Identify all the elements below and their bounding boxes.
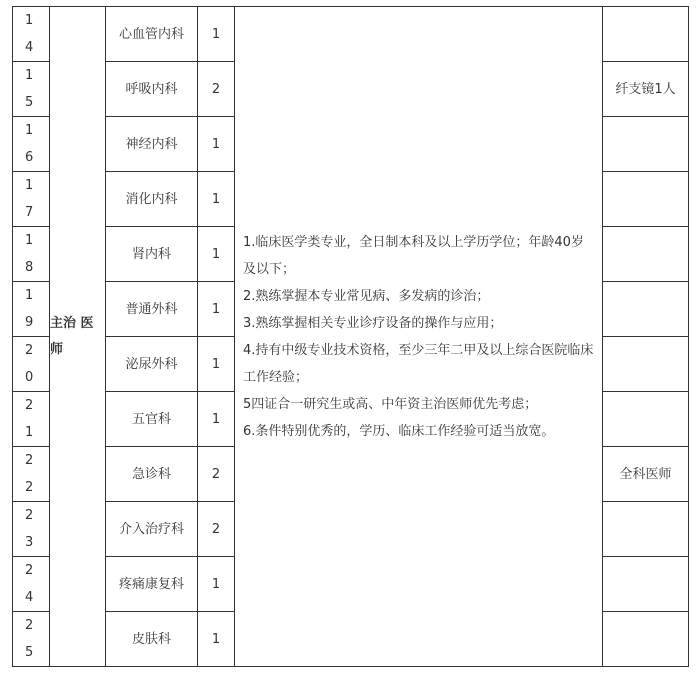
- requirement-item: 1.临床医学类专业，全日制本科及以上学历学位；年龄40岁及以下；: [243, 234, 584, 277]
- row-number-digit: 5: [25, 645, 34, 660]
- row-number-digit: 2: [25, 563, 34, 578]
- note-cell: [603, 612, 689, 667]
- row-number: [13, 612, 50, 667]
- headcount-cell: 2: [198, 62, 235, 117]
- note-cell: [603, 117, 689, 172]
- department-cell: 泌尿外科: [106, 337, 198, 392]
- note-cell: [603, 227, 689, 282]
- headcount-cell: 1: [198, 172, 235, 227]
- row-number-digit: 2: [25, 508, 34, 523]
- note-cell: [603, 557, 689, 612]
- note-cell: [603, 282, 689, 337]
- row-number-digit: 2: [25, 453, 34, 468]
- row-number-digit: 1: [25, 123, 34, 138]
- row-number: [13, 7, 50, 62]
- department-cell: 消化内科: [106, 172, 198, 227]
- row-number-digit: 1: [25, 68, 34, 83]
- note-cell: [603, 172, 689, 227]
- row-number: [13, 447, 50, 502]
- row-number: [13, 62, 50, 117]
- department-cell: 神经内科: [106, 117, 198, 172]
- row-number-digit: 5: [25, 95, 34, 110]
- requirement-item: 4.持有中级专业技术资格，至少三年二甲及以上综合医院临床工作经验；: [243, 342, 594, 385]
- note-cell: [603, 337, 689, 392]
- requirement-item: 2.熟练掌握本专业常见病、多发病的诊治；: [243, 288, 490, 304]
- row-number-digit: 1: [25, 178, 34, 193]
- department-cell: 普通外科: [106, 282, 198, 337]
- headcount-cell: 1: [198, 7, 235, 62]
- headcount-cell: 1: [198, 117, 235, 172]
- department-cell: 心血管内科: [106, 7, 198, 62]
- note-cell: 全科医师: [603, 447, 689, 502]
- headcount-cell: 2: [198, 502, 235, 557]
- row-number: [13, 557, 50, 612]
- row-number-digit: 4: [25, 590, 34, 605]
- row-number-digit: 1: [25, 288, 34, 303]
- row-number-digit: 7: [25, 205, 34, 220]
- headcount-cell: 1: [198, 392, 235, 447]
- department-cell: 疼痛康复科: [106, 557, 198, 612]
- requirements-cell: [235, 7, 603, 667]
- requirement-item: 5四证合一研究生或高、中年资主治医师优先考虑；: [243, 396, 538, 412]
- department-cell: 呼吸内科: [106, 62, 198, 117]
- department-cell: 皮肤科: [106, 612, 198, 667]
- row-number-digit: 3: [25, 535, 34, 550]
- recruitment-table: [12, 6, 689, 667]
- row-number: [13, 502, 50, 557]
- row-number-digit: 4: [25, 40, 34, 55]
- row-number-digit: 1: [25, 425, 34, 440]
- row-number-digit: 2: [25, 398, 34, 413]
- position-title: 主治 医师: [50, 315, 94, 357]
- row-number-digit: 2: [25, 480, 34, 495]
- headcount-cell: 1: [198, 227, 235, 282]
- headcount-cell: 1: [198, 282, 235, 337]
- requirement-item: 6.条件特别优秀的，学历、临床工作经验可适当放宽。: [243, 423, 555, 439]
- headcount-cell: 1: [198, 557, 235, 612]
- row-number-digit: 6: [25, 150, 34, 165]
- table-row: [13, 7, 689, 62]
- row-number: [13, 337, 50, 392]
- row-number: [13, 117, 50, 172]
- department-cell: 肾内科: [106, 227, 198, 282]
- note-cell: [603, 502, 689, 557]
- headcount-cell: 1: [198, 612, 235, 667]
- row-number-digit: 0: [25, 370, 34, 385]
- row-number: [13, 282, 50, 337]
- department-cell: 五官科: [106, 392, 198, 447]
- row-number-digit: 2: [25, 343, 34, 358]
- position-title-cell: [50, 7, 106, 667]
- row-number-digit: 8: [25, 260, 34, 275]
- row-number-digit: 9: [25, 315, 34, 330]
- requirement-item: 3.熟练掌握相关专业诊疗设备的操作与应用；: [243, 315, 503, 331]
- row-number: [13, 392, 50, 447]
- row-number: [13, 172, 50, 227]
- note-cell: [603, 392, 689, 447]
- row-number-digit: 1: [25, 233, 34, 248]
- row-number: [13, 227, 50, 282]
- headcount-cell: 2: [198, 447, 235, 502]
- row-number-digit: 1: [25, 13, 34, 28]
- department-cell: 介入治疗科: [106, 502, 198, 557]
- table-body: [13, 7, 689, 667]
- headcount-cell: 1: [198, 337, 235, 392]
- note-cell: 纤支镜1人: [603, 62, 689, 117]
- note-cell: [603, 7, 689, 62]
- row-number-digit: 2: [25, 618, 34, 633]
- department-cell: 急诊科: [106, 447, 198, 502]
